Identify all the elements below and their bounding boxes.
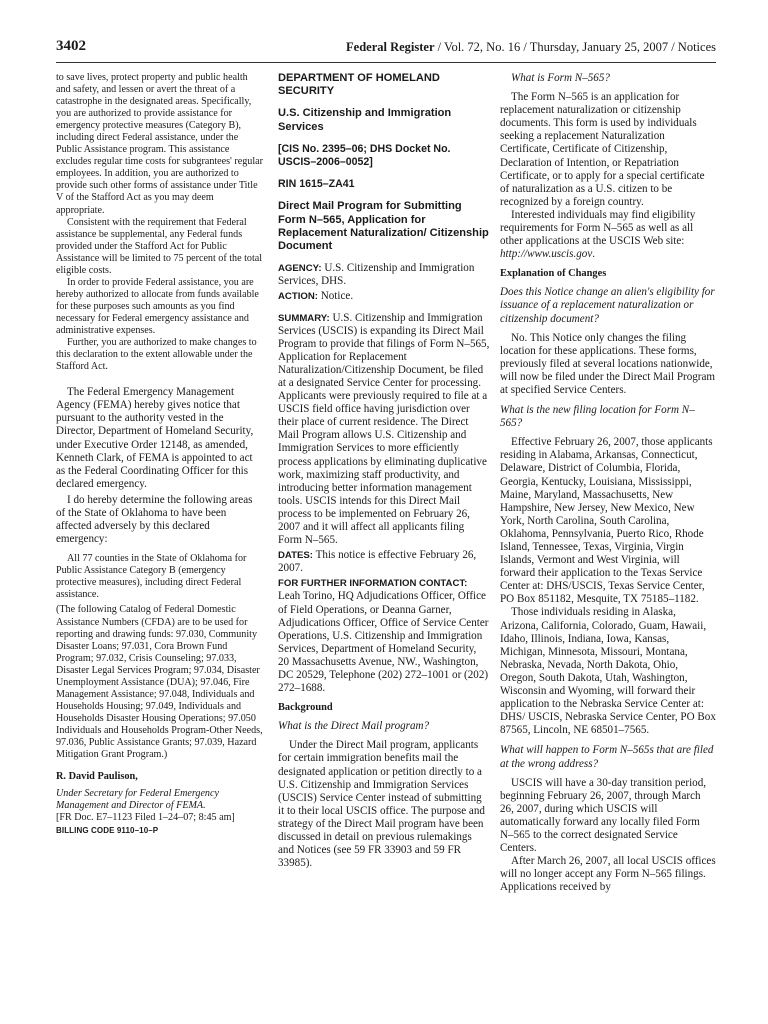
contact (278, 577, 490, 695)
period: . (592, 248, 596, 261)
docket-number: [CIS No. 2395–06; DHS Docket No. USCIS–2006–0052] (278, 142, 451, 169)
explanation-heading: Explanation of Changes (500, 268, 607, 280)
paragraph: No. This Notice only changes the filing location for these applications. These forms, previously filed at several locations nationwide, will now be filed under the Direct Mail Program at specified Service Centers. (500, 331, 716, 396)
paragraph: Under the Direct Mail program, applicants for certain immigration benefits mail the designated application or petition directly to a U.S. Citizenship and Immigration Services (USCIS) Service Center instead of submitting it to their local USCIS office. The purpose and strategy of the Direct Mail program have been discussed in detail on previous rulemakings and Notices (see 59 FR 33903 and 59 FR 33985). (278, 739, 485, 870)
signer-title: Under Secretary for Federal Emergency Management and Director of FEMA. (56, 788, 219, 812)
dates-label: DATES: (278, 550, 313, 562)
action-label: ACTION: (278, 291, 318, 303)
summary (278, 312, 490, 548)
background-heading: Background (278, 702, 333, 714)
paragraph (500, 209, 716, 261)
paragraph: Those individuals residing in Alaska, Arizona, California, Colorado, Guam, Hawaii, Idaho, Illinois, Indiana, Iowa, Kansas, Michigan, Minnesota, Missouri, Montana, Nebraska, Nevada, North Dakota, Ohio, Oregon, South Dakota, Utah, Washington, Wisconsin and Wyoming, will forward their application to the Nebraska Service Center at: DHS/ USCIS, Nebraska Service Center, PO Box 87565, Lincoln, NE 68501–7565. (500, 606, 716, 737)
paragraph: Consistent with the requirement that Federal assistance be supplemental, any Federal funds provided under the Stafford Act for Public Assistance will be limited to 75 percent of the total eligible costs. (56, 216, 263, 276)
paragraph: After March 26, 2007, all local USCIS offices will no longer accept any Form N–565 filings. Applications received by (500, 855, 716, 894)
dates (278, 549, 490, 575)
document-title: Direct Mail Program for Submitting Form N–565, Application for Replacement Naturalization/ Citizenship Document (278, 200, 489, 253)
paragraph: Effective February 26, 2007, those applicants residing in Alabama, Arkansas, Connecticut, Delaware, District of Columbia, Florida, Georgia, Kentucky, Louisiana, Mississippi, Maine, Maryland, Massachusetts, New Hampshire, New Jersey, New Mexico, New York, North Carolina, South Carolina, Oklahoma, Pennsylvania, Puerto Rico, Rhode Island, Tennessee, Texas, Virginia, Virgin Islands, Vermont and West Virginia, will forward their application to the Texas Service Center at: DHS/USCIS, Texas Service Center, PO Box 851182, Mesquite, TX 75185–1182. (500, 436, 713, 606)
column-1 (56, 72, 263, 835)
affected-areas: All 77 counties in the State of Oklahoma for Public Assistance Category B (emergency protective measures), including direct Federal assistance. (56, 553, 247, 601)
summary-text: U.S. Citizenship and Immigration Services (USCIS) is expanding its Direct Mail Program to provide that filings of Form N–565, Application for Replacement Naturalization/Citizenship Document, be filed at a designated Service Center for processing. Applicants were previously required to file at a USCIS field office having jurisdiction over their place of current residence. The Direct Mail Program allows U.S. Citizenship and Immigration Services to more efficiently process applications by eliminating duplicative work, maximizing staff productivity, and introducing better information management tools. USCIS intends for this Direct Mail process to be implemented on February 26, 2007 and it will affect all applicants filing Form N–565. (278, 311, 490, 547)
paragraph: The Form N–565 is an application for replacement naturalization or citizenship documents. This form is used by individuals seeking a replacement Naturalization Certificate, Certificate of Citizenship, Declaration of Intention, or Repatriation Certificate, or to apply for a special certificate of naturalization as a U.S. citizen to be recognized by a foreign country. (500, 91, 705, 208)
column-2 (278, 72, 490, 870)
question-heading: What is the Direct Mail program? (278, 720, 430, 733)
question-heading: What is Form N–565? (511, 72, 610, 84)
interested-text: Interested individuals may find eligibility requirements for Form N–565 as well as all other applications at the USCIS Web site: (500, 208, 696, 248)
paragraph: In order to provide Federal assistance, you are hereby authorized to allocate from funds available for these purposes such amounts as you find necessary for Federal emergency assistance and administrative expenses. (56, 276, 259, 336)
uscis-website-link[interactable]: http://www.uscis.gov (500, 248, 593, 261)
action-line (278, 290, 490, 303)
action-text: Notice. (320, 290, 354, 303)
paragraph: I do hereby determine the following areas of the State of Oklahoma to have been affected adversely by this declared emergency: (56, 493, 253, 546)
agency-heading: DEPARTMENT OF HOMELAND SECURITY (278, 72, 440, 98)
billing-code: BILLING CODE 9110–10–P (56, 826, 159, 836)
agency-label: AGENCY: (278, 263, 322, 275)
agency-text: U.S. Citizenship and Immigration Services, DHS. (278, 262, 475, 288)
paragraph: to save lives, protect property and public health and safety, and lessen or avert the threat of a catastrophe in the designated areas. Specifically, you are authorized to provide assistance for emergency protective measures (Category B), including direct Federal assistance, under the Public Assistance program. This assistance excludes regular time costs for subgrantees' regular employees. In addition, you are authorized to provide such other forms of assistance under Title V of the Stafford Act as you may deem appropriate. (56, 72, 263, 216)
signer-name: R. David Paulison, (56, 771, 138, 783)
cfda-note: (The following Catalog of Federal Domestic Assistance Numbers (CFDA) are to be used for reporting and drawing funds: 97.030, Community Disaster Loans; 97.031, Cora Brown Fund Program; 97.032, Crisis Counseling; 97.033, Disaster Legal Services Program; 97.034, Disaster Unemployment Assistance (DUA); 97.046, Fire Management Assistance; 97.048, Individuals and Households Housing; 97.049, Individuals and Households Disaster Housing Operations; 97.050 Individuals and Households Program-Other Needs, 97.036, Public Assistance Grants; 97.039, Hazard Mitigation Grant Program.) (56, 604, 263, 761)
contact-text: Leah Torino, HQ Adjudications Officer, Office of Field Operations, or Deanna Garner, Adjudications Officer, Office of Service Center Operations, U.S. Citizenship and Immigration Services, Department of Homeland Security, 20 Massachusetts Avenue, NW., Washington, DC 20529, Telephone (202) 272–1001 or (202) 272–1688. (278, 590, 489, 695)
contact-label: FOR FURTHER INFORMATION CONTACT: (278, 578, 468, 590)
issue-citation: / Vol. 72, No. 16 / Thursday, January 25, 2007 / Notices (434, 40, 716, 54)
dates-text: This notice is effective February 26, 2007. (278, 549, 477, 575)
rin-number: RIN 1615–ZA41 (278, 178, 355, 191)
fr-doc-line: [FR Doc. E7–1123 Filed 1–24–07; 8:45 am] (56, 812, 235, 824)
paragraph: The Federal Emergency Management Agency (FEMA) hereby gives notice that pursuant to the authority vested in the Director, Department of Homeland Security, under Executive Order 12148, as amended, Kenneth Clark, of FEMA is appointed to act as the Federal Coordinating Officer for this declared emergency. (56, 386, 254, 490)
page-number: 3402 (56, 38, 86, 54)
agency-line (278, 262, 490, 288)
header-rule (56, 62, 716, 63)
question-heading: What is the new filing location for Form N–565? (500, 404, 695, 430)
paragraph: USCIS will have a 30-day transition period, beginning February 26, 2007, through March 26, 2007, during which USCIS will automatically forward any locally filed Form N–565 to the correct designated Service Centers. (500, 776, 707, 855)
column-3 (500, 72, 716, 894)
journal-name: Federal Register (346, 40, 435, 54)
subagency-heading: U.S. Citizenship and Immigration Services (278, 107, 452, 133)
question-heading: What will happen to Form N–565s that are filed at the wrong address? (500, 744, 714, 770)
summary-label: SUMMARY: (278, 312, 330, 324)
page-header (56, 38, 716, 60)
question-heading: Does this Notice change an alien's eligibility for issuance of a replacement naturalization or citizenship document? (500, 286, 715, 325)
paragraph: Further, you are authorized to make changes to this declaration to the extent allowable under the Stafford Act. (56, 337, 257, 373)
running-head (346, 40, 716, 55)
